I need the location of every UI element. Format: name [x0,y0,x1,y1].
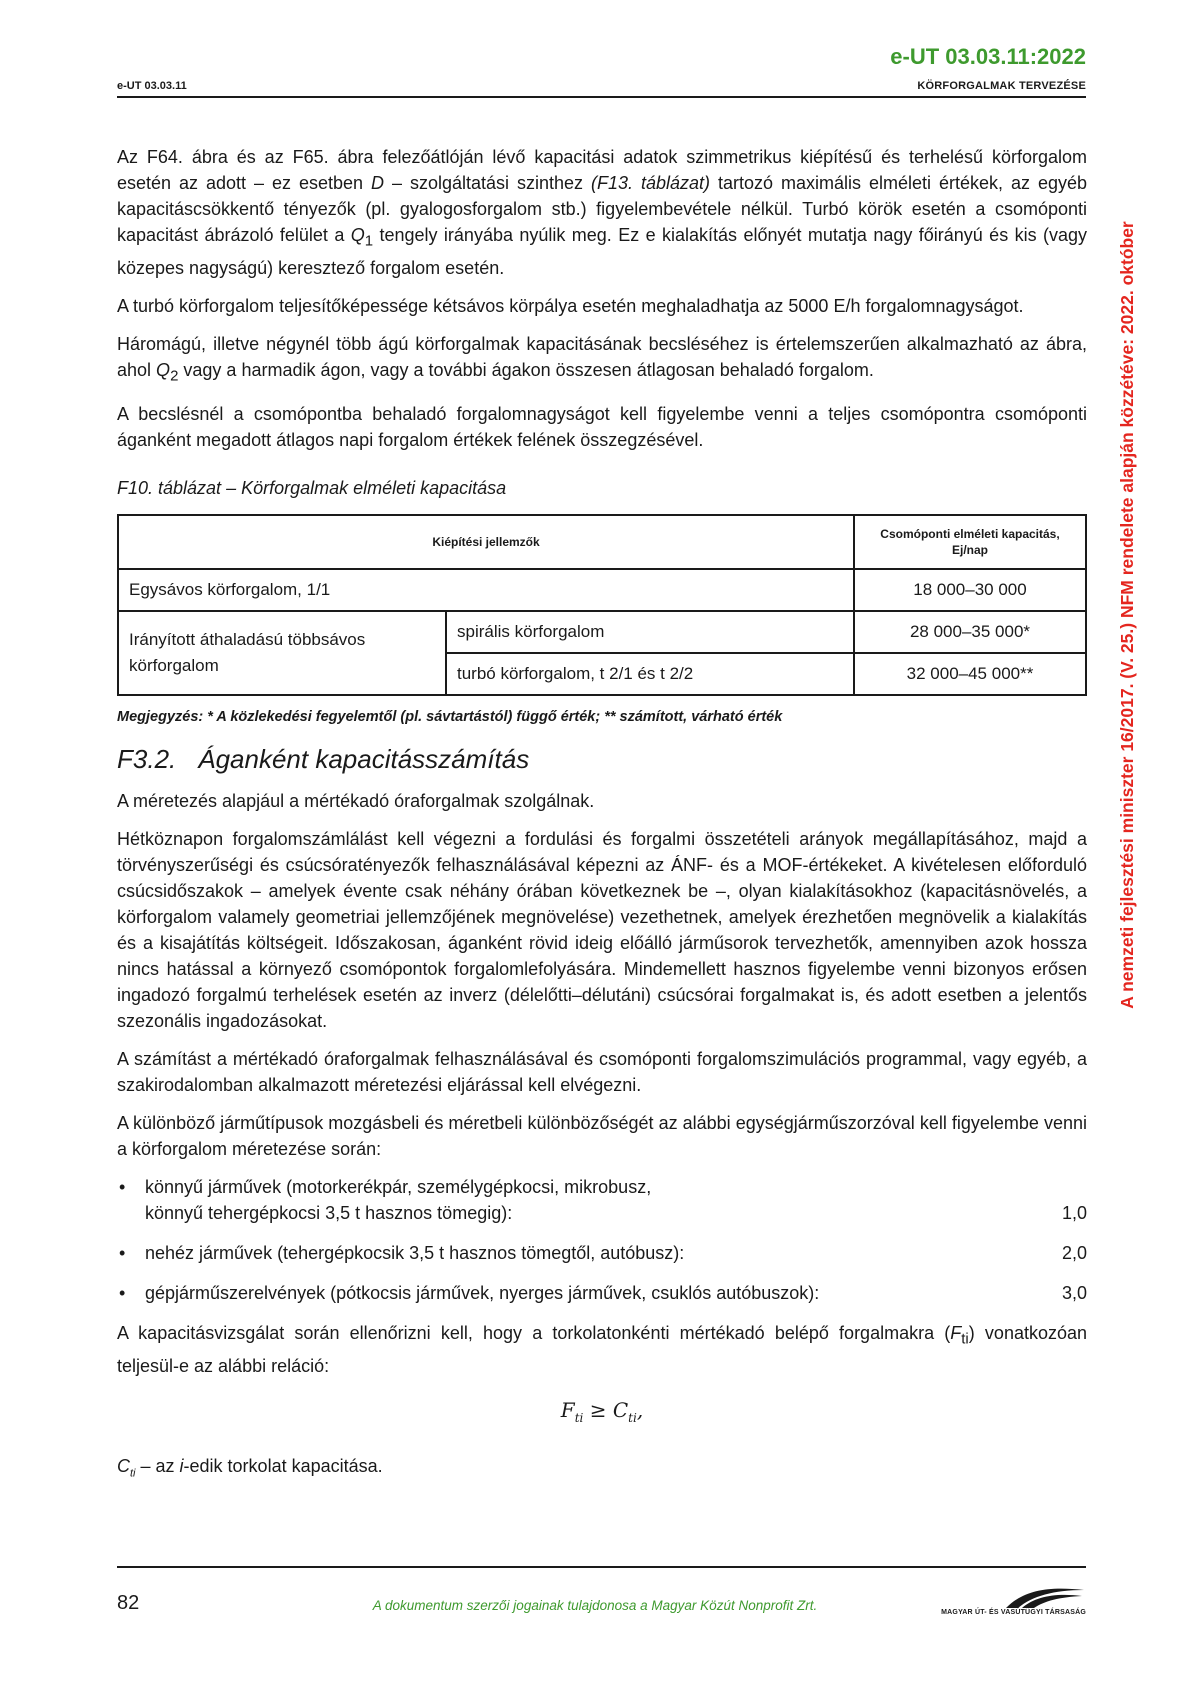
table-title: F10. táblázat – Körforgalmak elméleti kapacitása [117,478,507,499]
formula-definition: $C_{ti}$ – az i-edik torkolat kapacitása. [117,1455,383,1480]
factor-value: 3,0 [1061,1283,1087,1304]
factor-value: 1,0 [1061,1203,1087,1224]
section-title: Áganként kapacitásszámítás [198,744,530,775]
list-item: • könnyű járművek (motorkerékpár, személygépkocsi, mikrobusz, könnyű tehergépkocsi 3,5 t hasznos tömegig): 1,0 [117,1174,1087,1226]
capacity-formula: $F_{ti} \ge C_{ti}$, [560,1397,644,1425]
paragraph-capacity-data: Az F64. ábra és az F65. ábra felezőátlóján lévő kapacitási adatok szimmetrikus kiépítésű és terhelésű körforgalom esetén az adott – ez esetben D – szolgáltatási szinthez (F13. táblázat) tartozó maximális elméleti értékek, az egyéb kapacitáscsökkentő tényezők (pl. gyalogosforgalom stb.) figyelembevétele nélkül. Turbó körök esetén a csomóponti kapacitást ábrázoló felület a $Q_1$ tengely irányába nyúlik meg. Ez e kialakítás előnyét mutatja nagy főirányú és kis (vagy közepes nagyságú) keresztező forgalom esetén. [117,147,1088,278]
list-item: • gépjárműszerelvények (pótkocsis járművek, nyerges járművek, csuklós autóbuszok): 3,0 [117,1280,1087,1306]
paragraph-vehicle-types: A különböző járműtípusok mozgásbeli és méretbeli különbözőségét az alábbi egységjárműszorzóval kell figyelembe venni a körforgalom méretezése során: [117,1113,1087,1160]
paragraph-multi-leg: Háromágú, illetve négynél több ágú körforgalmak kapacitásának becsléséhez is értelemszerűen alkalmazható az ábra, ahol $Q_2$ vagy a harmadik ágon, vagy a további ágakon összesen átlagosan behaladó forgalom. [117,333,1087,385]
table-row [118,569,1086,611]
capacity-table [117,514,1087,696]
paragraph-capacity-check: A kapacitásvizsgálat során ellenőrizni kell, hogy a torkolatonkénti mértékadó belépő forgalmakra $(F_{ti})$ vonatkozóan teljesül-e az alábbi reláció: [117,1323,1088,1376]
paragraph-turbo: A turbó körforgalom teljesítőképessége kétsávos körpálya esetén meghaladhatja az 5000 E/h forgalomnagyságot. [117,295,1024,316]
paragraph-counting: Hétköznapon forgalomszámlálást kell végezni a fordulási és forgalmi összetételi arányok megállapításához, majd a törvényszerűségi és csúcsóratényezők felhasználásával képezni az ÁNF- és a MOF-értékeket. A kivételesen előforduló csúcsidőszakok – amelyek évente csak néhány órában következnek be –, olyan kialakításokhoz (kapacitásnövelés, a körforgalom valamely geometriai jellemzőjének megnövelése) vezethetnek, amelyek érezhetően megnövelik a kialakítás és a kisajátítás költségeit. Időszakosan, áganként rövid ideig előálló járműsorok tervezhetők, amennyiben azok hossza nincs hatással a környező csomópontok forgalomlefolyására. Mindemellett hasznos figyelembe venni bizonyos erősen ingadozó forgalmú terhelések esetén az inverz (délelőtti–délutáni) csúcsórai forgalmakat is, és adott esetben a jelentős szezonális ingadozásokat. [117,829,1087,1032]
table-cell: Egysávos körforgalom, 1/1 [118,569,854,611]
document-code: e-UT 03.03.11:2022 [890,44,1086,69]
table-note: Megjegyzés: * A közlekedési fegyelemtől (pl. sávtartástól) függő érték; ** számított, várható érték [117,709,783,726]
paragraph-calculation: A számítást a mértékadó óraforgalmak felhasználásával és csomóponti forgalomszimulációs programmal, vagy egyéb, a szakirodalomban alkalmazott méretezési eljárással kell elvégezni. [117,1049,1087,1096]
table-cell: Irányított áthaladású többsávos körforgalom [118,611,446,695]
header-left: e-UT 03.03.11 [117,80,187,92]
header-right: KÖRFORGALMAK TERVEZÉSE [917,80,1086,92]
table-cell: turbó körforgalom, t 2/1 és t 2/2 [446,653,854,695]
society-logo [936,1584,1086,1618]
page-number: 82 [117,1592,140,1614]
logo-text: MAGYAR ÚT- ÉS VASÚTÜGYI TÁRSASÁG [941,1609,1086,1616]
table-cell: 28 000–35 000* [854,611,1086,653]
logo-swoosh-icon [936,1584,1086,1610]
list-item: • nehéz járművek (tehergépkocsik 3,5 t hasznos tömegtől, autóbusz): 2,0 [117,1240,1087,1266]
section-heading [117,742,1087,776]
section-number: F3.2. [117,744,177,775]
table-cell: spirális körforgalom [446,611,854,653]
footer-rule [117,1566,1086,1568]
paragraph-estimation: A becslésnél a csomópontba behaladó forgalomnagyságot kell figyelembe venni a teljes csomópontra csomóponti áganként megadott átlagos napi forgalom értékek felének összegzésével. [117,404,1087,451]
vehicle-factor-list [117,1174,1087,1306]
table-cell: 32 000–45 000** [854,653,1086,695]
table-header-capacity: Csomóponti elméleti kapacitás, Ej/nap [854,515,1086,569]
factor-value: 2,0 [1061,1243,1087,1264]
table-header-features: Kiépítési jellemzők [118,515,854,569]
paragraph-basis: A méretezés alapjául a mértékadó óraforgalmak szolgálnak. [117,791,595,812]
table-cell: 18 000–30 000 [854,569,1086,611]
copyright-notice: A dokumentum szerzői jogainak tulajdonosa a Magyar Közút Nonprofit Zrt. [372,1598,818,1613]
table-row [118,611,1086,653]
publication-side-note [1112,160,1142,1070]
side-note-text: A nemzeti fejlesztési miniszter 16/2017. (V. 25.) NFM rendelete alapján közzétéve: 2022. október [1117,221,1137,1009]
header-rule [117,96,1086,98]
main-content [117,144,1087,1486]
table-header-row [118,515,1086,569]
